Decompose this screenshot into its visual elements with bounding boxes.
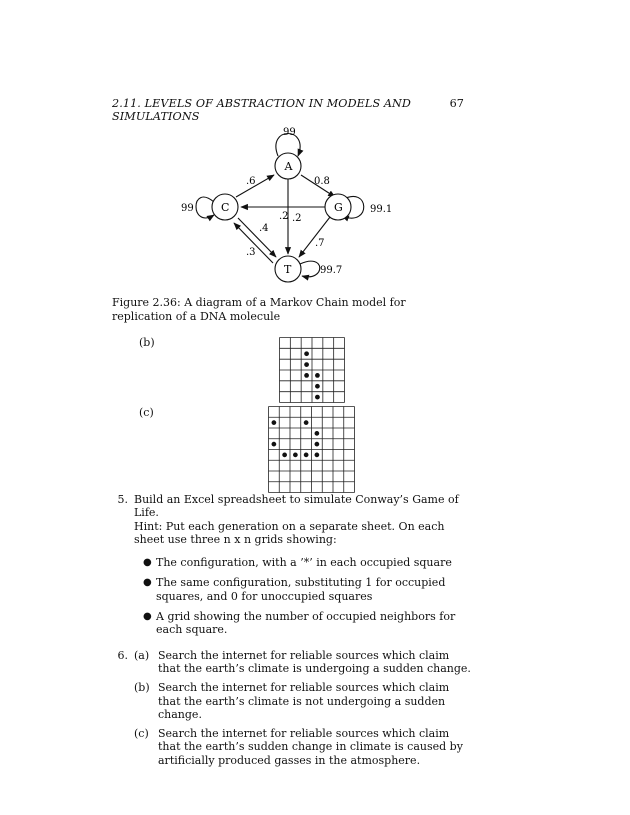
self-loop-g-label: 99.1 xyxy=(370,204,393,215)
occupied-cell xyxy=(304,351,309,356)
edge-g-c-label: .2 xyxy=(279,211,289,222)
page-number: 67 xyxy=(449,97,464,110)
edge-g-t-label: .7 xyxy=(315,238,325,249)
exercise-6-part-c xyxy=(134,727,472,767)
grid-b-label: (b) xyxy=(139,336,155,349)
self-loop-a-label: 99 xyxy=(283,127,296,138)
part-label: (c) xyxy=(134,727,149,741)
edge-a-g-label: 0.8 xyxy=(314,176,330,187)
node-t-label: T xyxy=(284,263,292,276)
self-loop-c xyxy=(196,197,214,218)
exercise-5-number: 5. xyxy=(117,493,128,506)
node-g xyxy=(325,194,351,220)
part-text: Search the internet for reliable sources which claim that the earth’s climate is undergoing a sudden change. xyxy=(158,648,471,675)
exercise-5-bullets xyxy=(134,556,472,636)
exercise-6 xyxy=(112,649,472,767)
game-of-life-grid-c xyxy=(268,406,355,493)
exercise-6-part-a xyxy=(134,649,472,676)
self-loop-t xyxy=(300,261,320,277)
bullet-text: A grid showing the number of occupied neighbors for each square. xyxy=(156,610,456,637)
exercise-6-number: 6. xyxy=(117,648,128,662)
occupied-cell xyxy=(315,431,320,436)
self-loop-t-label: 99.7 xyxy=(320,265,343,276)
exercise-5-text: Build an Excel spreadsheet to simulate Conway’s Game of Life. xyxy=(134,493,459,520)
figure-caption: Figure 2.36: A diagram of a Markov Chain model for replication of a DNA molecule xyxy=(112,296,406,323)
node-a-label: A xyxy=(284,160,293,173)
occupied-cell xyxy=(315,395,320,400)
exercise-list xyxy=(112,493,472,773)
self-loop-c-label: 99 xyxy=(181,203,194,214)
occupied-cell xyxy=(282,453,287,458)
occupied-cell xyxy=(315,442,320,447)
node-g-label: G xyxy=(334,201,343,214)
bullet-text: The same configuration, substituting 1 for occupied squares, and 0 for unoccupied squares xyxy=(156,576,446,603)
occupied-cell xyxy=(304,420,309,425)
game-of-life-grid-b xyxy=(279,337,345,403)
edge-c-t-label: .4 xyxy=(259,223,269,234)
edge-a-t-label: .2 xyxy=(292,213,302,224)
occupied-cell xyxy=(315,453,320,458)
bullet-icon: ● xyxy=(143,557,152,569)
node-c xyxy=(212,194,238,220)
bullet-text: The configuration, with a ’*’ in each occupied square xyxy=(156,556,452,570)
bullet-icon: ● xyxy=(143,611,152,623)
part-label: (b) xyxy=(134,681,150,695)
node-a xyxy=(275,153,301,179)
occupied-cell xyxy=(272,420,277,425)
bullet-icon: ● xyxy=(143,577,152,589)
exercise-5 xyxy=(112,493,472,637)
bullet-item xyxy=(134,556,472,569)
header-title: 2.11. LEVELS OF ABSTRACTION IN MODELS AND SIMULATIONS xyxy=(112,97,412,123)
node-c-label: C xyxy=(221,201,230,214)
edge-c-a-label: .6 xyxy=(246,176,256,187)
occupied-cell xyxy=(315,384,320,389)
part-text: Search the internet for reliable sources which claim that the earth’s sudden change in climate is caused by artificially produced gasses in the atmosphere. xyxy=(158,727,463,767)
bullet-item xyxy=(134,576,472,603)
markov-chain-diagram xyxy=(180,120,410,285)
occupied-cell xyxy=(304,373,309,378)
occupied-cell xyxy=(293,453,298,458)
edge-g-t xyxy=(299,217,330,257)
part-label: (a) xyxy=(134,648,150,662)
node-t xyxy=(275,256,301,282)
occupied-cell xyxy=(272,442,277,447)
edge-t-c-label: .3 xyxy=(246,247,256,258)
occupied-cell xyxy=(304,453,309,458)
occupied-cell xyxy=(304,362,309,367)
exercise-6-part-b xyxy=(134,681,472,721)
bullet-item xyxy=(134,610,472,637)
edge-c-t xyxy=(238,218,276,257)
grid-c-label: (c) xyxy=(139,406,154,419)
exercise-5-hint: Hint: Put each generation on a separate sheet. On each sheet use three n x n grids showing: xyxy=(134,519,445,546)
occupied-cell xyxy=(315,373,320,378)
part-text: Search the internet for reliable sources which claim that the earth’s climate is not undergoing a sudden change. xyxy=(158,681,450,721)
